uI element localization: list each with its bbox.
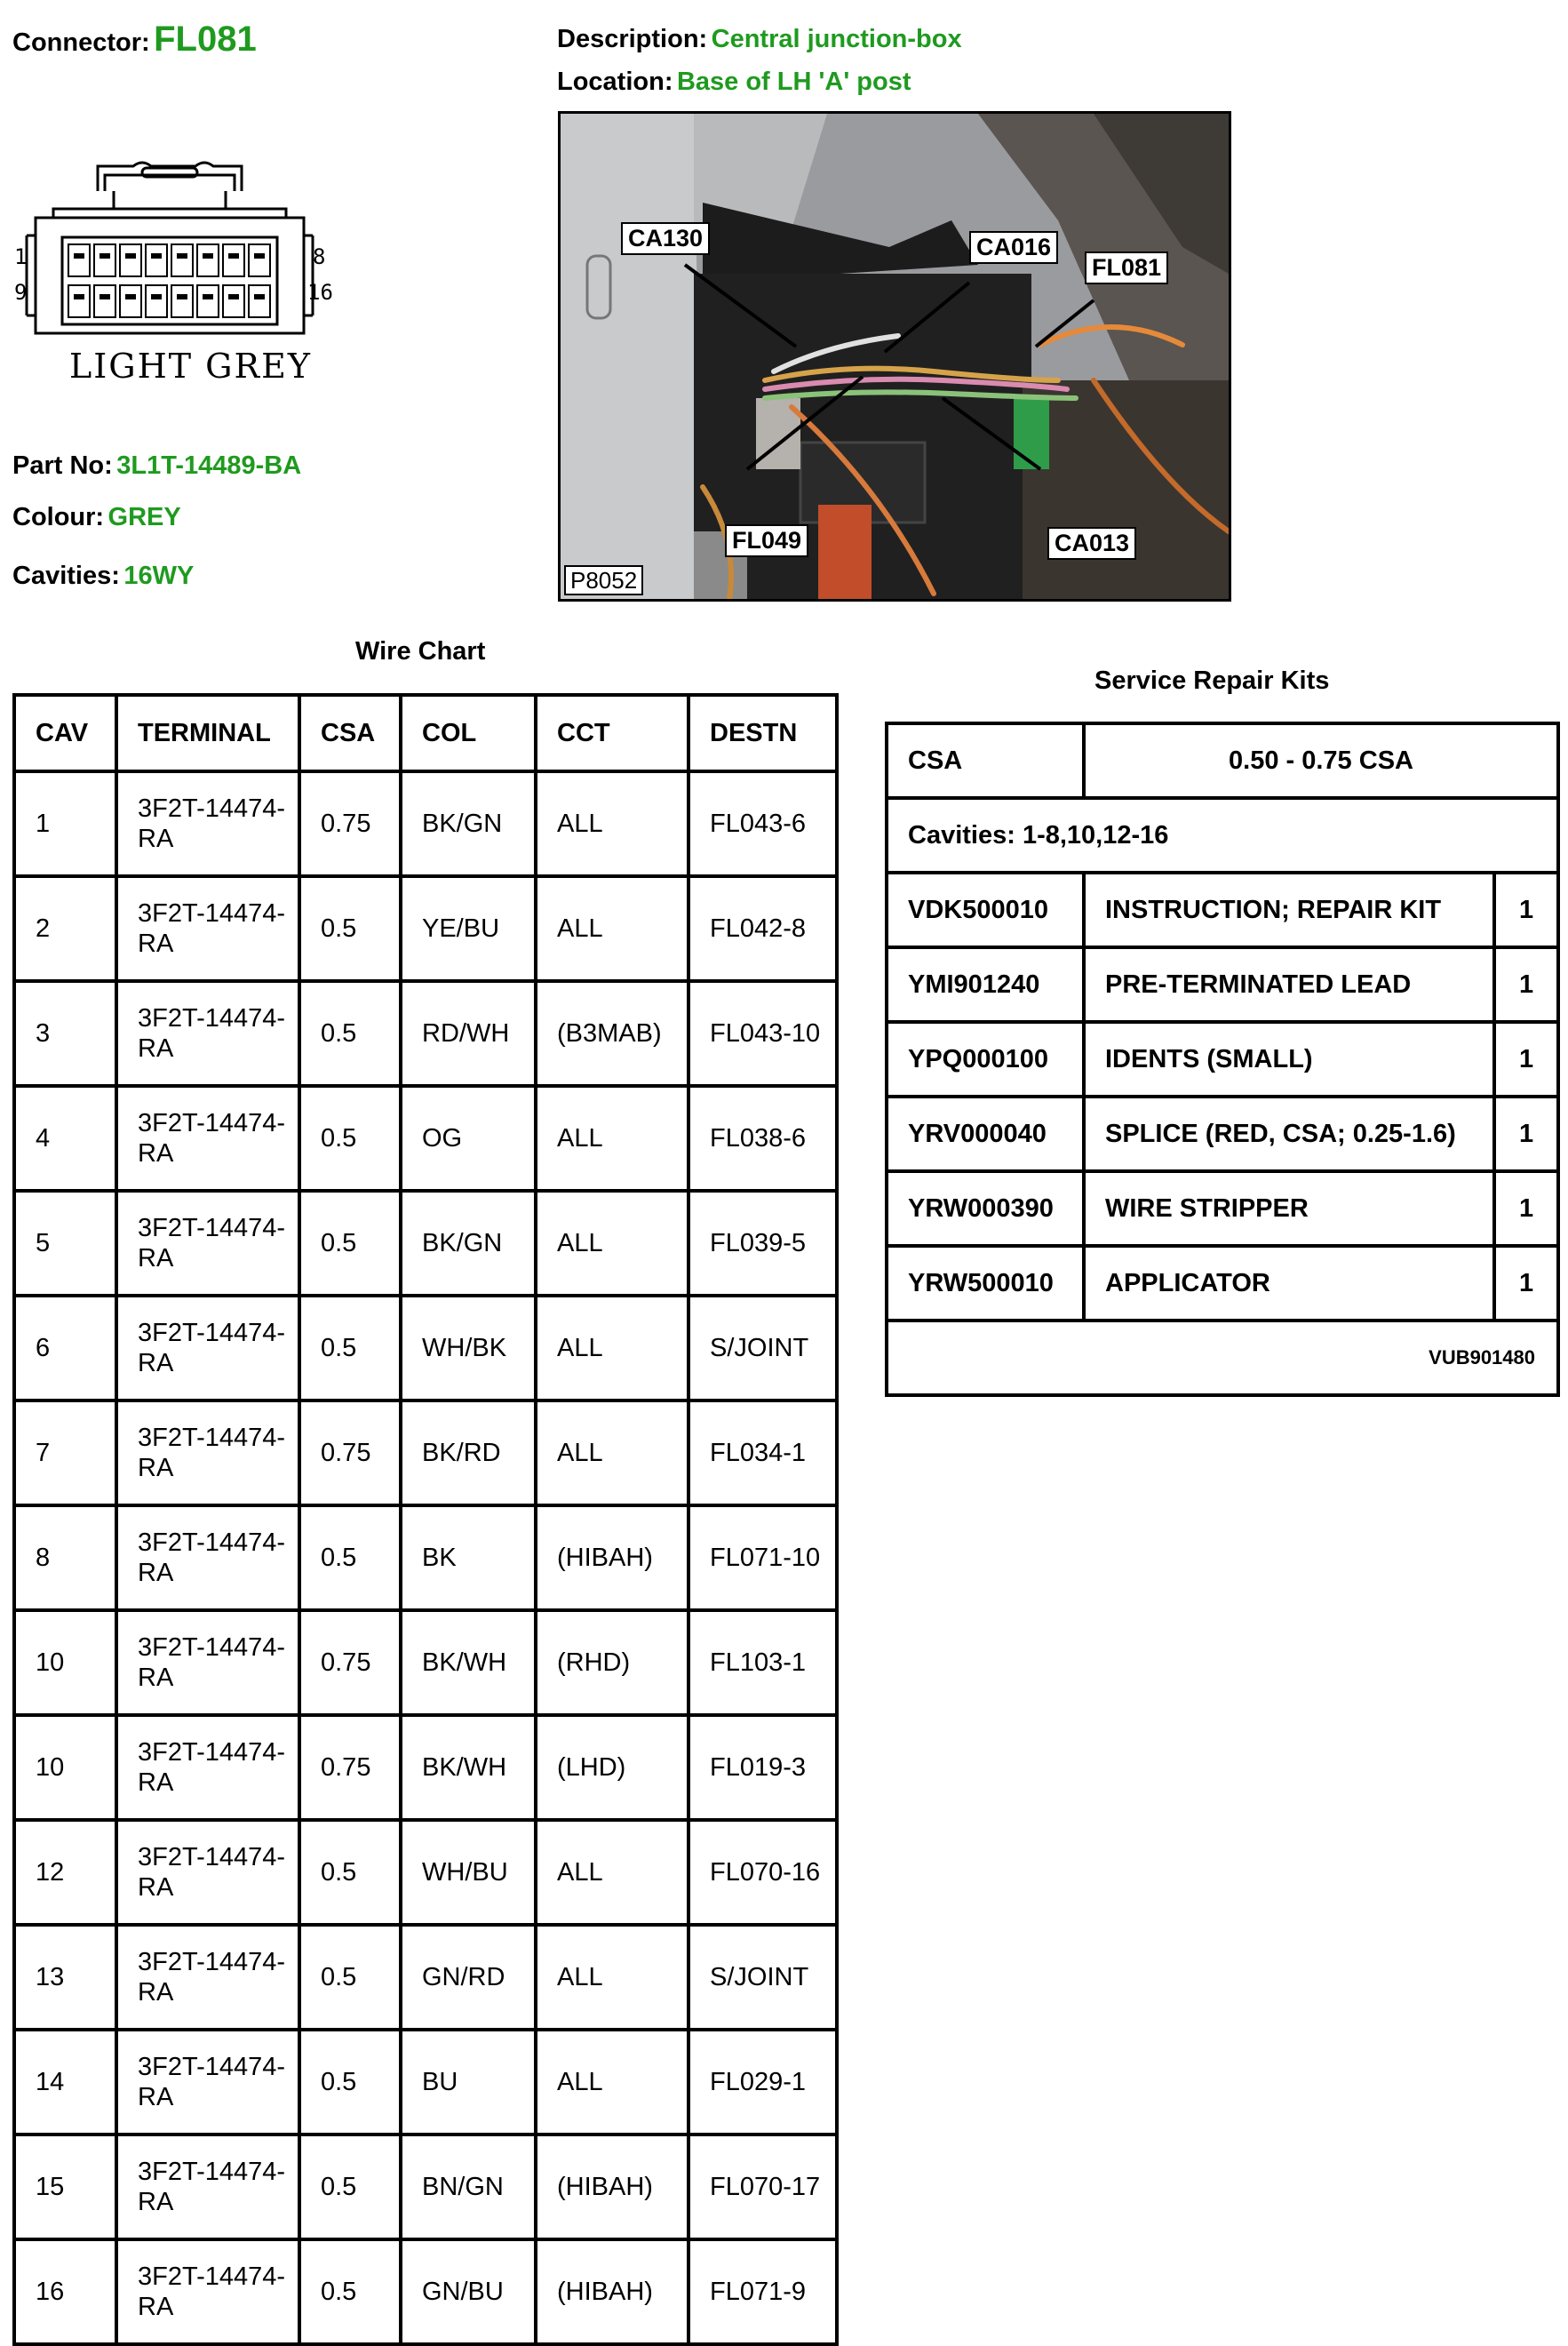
part-no-label: Part No: xyxy=(12,451,113,480)
cell-csa: 0.5 xyxy=(299,1505,401,1610)
cell-destn: FL043-10 xyxy=(688,981,837,1086)
cell-col: BU xyxy=(401,2030,536,2135)
cell-cct: (HIBAH) xyxy=(536,2239,688,2344)
kit-csa-row xyxy=(887,723,1558,798)
kit-description: INSTRUCTION; REPAIR KIT xyxy=(1084,873,1494,947)
cell-terminal: 3F2T-14474-RA xyxy=(116,1715,299,1820)
table-row xyxy=(14,981,837,1086)
callout-ca130: CA130 xyxy=(621,222,710,255)
table-row xyxy=(14,1505,837,1610)
cell-destn: FL038-6 xyxy=(688,1086,837,1191)
cell-terminal: 3F2T-14474-RA xyxy=(116,1505,299,1610)
cell-terminal: 3F2T-14474-RA xyxy=(116,1610,299,1715)
cell-terminal: 3F2T-14474-RA xyxy=(116,981,299,1086)
location-photo xyxy=(558,111,1231,602)
callout-ca013: CA013 xyxy=(1047,527,1136,560)
table-row xyxy=(14,2135,837,2239)
cell-csa: 0.5 xyxy=(299,876,401,981)
cell-cav: 3 xyxy=(14,981,116,1086)
cell-cav: 4 xyxy=(14,1086,116,1191)
cell-cav: 5 xyxy=(14,1191,116,1296)
column-header-destn: DESTN xyxy=(688,695,837,771)
cell-destn: FL029-1 xyxy=(688,2030,837,2135)
kit-item-row xyxy=(887,873,1558,947)
cell-csa: 0.5 xyxy=(299,1086,401,1191)
cell-destn: FL019-3 xyxy=(688,1715,837,1820)
cell-cct: ALL xyxy=(536,1296,688,1400)
cell-col: BK xyxy=(401,1505,536,1610)
pin-label-9: 9 xyxy=(14,280,28,305)
cell-cav: 6 xyxy=(14,1296,116,1400)
cell-csa: 0.5 xyxy=(299,2135,401,2239)
cell-cct: ALL xyxy=(536,1925,688,2030)
kit-description: APPLICATOR xyxy=(1084,1246,1494,1321)
kit-quantity: 1 xyxy=(1494,1022,1558,1097)
description-line xyxy=(557,25,962,54)
location-value: Base of LH 'A' post xyxy=(676,68,911,96)
cell-cav: 13 xyxy=(14,1925,116,2030)
wire-chart-title: Wire Chart xyxy=(355,637,486,666)
cell-destn: FL103-1 xyxy=(688,1610,837,1715)
kit-item-row xyxy=(887,1097,1558,1171)
cell-cav: 12 xyxy=(14,1820,116,1925)
cell-cct: (LHD) xyxy=(536,1715,688,1820)
kit-description: WIRE STRIPPER xyxy=(1084,1171,1494,1246)
kit-quantity: 1 xyxy=(1494,1097,1558,1171)
part-no-value: 3L1T-14489-BA xyxy=(116,451,302,480)
table-row xyxy=(14,1086,837,1191)
cell-cct: (HIBAH) xyxy=(536,2135,688,2239)
kit-quantity: 1 xyxy=(1494,1171,1558,1246)
connector-colour-caption: LIGHT GREY xyxy=(69,347,312,386)
cell-terminal: 3F2T-14474-RA xyxy=(116,1296,299,1400)
column-header-col: COL xyxy=(401,695,536,771)
column-header-terminal: TERMINAL xyxy=(116,695,299,771)
table-row xyxy=(14,1296,837,1400)
cell-destn: FL071-9 xyxy=(688,2239,837,2344)
cell-col: YE/BU xyxy=(401,876,536,981)
repair-kits-body xyxy=(887,723,1558,1395)
cell-cav: 10 xyxy=(14,1610,116,1715)
cell-destn: FL071-10 xyxy=(688,1505,837,1610)
cell-destn: FL042-8 xyxy=(688,876,837,981)
table-row xyxy=(14,1820,837,1925)
colour-label: Colour: xyxy=(12,503,105,531)
column-header-csa: CSA xyxy=(299,695,401,771)
kit-code: VDK500010 xyxy=(887,873,1084,947)
pin-label-8: 8 xyxy=(313,244,326,269)
colour-value: GREY xyxy=(107,503,181,531)
wire-chart-header-row xyxy=(14,695,837,771)
cavities-value: 16WY xyxy=(123,562,195,590)
kit-item-row xyxy=(887,1246,1558,1321)
table-row xyxy=(14,2239,837,2344)
wire-chart-body xyxy=(14,771,837,2344)
cell-cav: 8 xyxy=(14,1505,116,1610)
kit-code: YMI901240 xyxy=(887,947,1084,1022)
cell-cct: ALL xyxy=(536,1820,688,1925)
kit-quantity: 1 xyxy=(1494,873,1558,947)
cell-cav: 7 xyxy=(14,1400,116,1505)
cell-col: RD/WH xyxy=(401,981,536,1086)
cell-csa: 0.5 xyxy=(299,1820,401,1925)
table-row xyxy=(14,1925,837,2030)
cell-destn: FL070-16 xyxy=(688,1820,837,1925)
description-label: Description: xyxy=(557,25,708,53)
cavities-line xyxy=(12,562,194,591)
kit-footer-row xyxy=(887,1321,1558,1395)
repair-kits-title: Service Repair Kits xyxy=(1094,666,1330,695)
cell-col: BK/WH xyxy=(401,1610,536,1715)
table-row xyxy=(14,771,837,876)
table-row xyxy=(14,1610,837,1715)
connector-face-drawing xyxy=(9,156,338,395)
location-label: Location: xyxy=(557,68,673,96)
kit-cavities-row xyxy=(887,798,1558,873)
cell-terminal: 3F2T-14474-RA xyxy=(116,2030,299,2135)
cell-terminal: 3F2T-14474-RA xyxy=(116,1086,299,1191)
cell-cct: ALL xyxy=(536,2030,688,2135)
column-header-cav: CAV xyxy=(14,695,116,771)
cell-cct: ALL xyxy=(536,1400,688,1505)
kit-description: PRE-TERMINATED LEAD xyxy=(1084,947,1494,1022)
table-row xyxy=(14,2030,837,2135)
kit-code: YPQ000100 xyxy=(887,1022,1084,1097)
cell-destn: FL070-17 xyxy=(688,2135,837,2239)
cell-csa: 0.5 xyxy=(299,1191,401,1296)
cell-csa: 0.5 xyxy=(299,981,401,1086)
cell-destn: FL034-1 xyxy=(688,1400,837,1505)
cell-col: GN/BU xyxy=(401,2239,536,2344)
cell-csa: 0.75 xyxy=(299,771,401,876)
cell-terminal: 3F2T-14474-RA xyxy=(116,1820,299,1925)
cell-terminal: 3F2T-14474-RA xyxy=(116,876,299,981)
cell-csa: 0.75 xyxy=(299,1610,401,1715)
cell-cav: 15 xyxy=(14,2135,116,2239)
kit-description: IDENTS (SMALL) xyxy=(1084,1022,1494,1097)
cell-col: BK/GN xyxy=(401,1191,536,1296)
kit-code: YRV000040 xyxy=(887,1097,1084,1171)
cell-col: BK/RD xyxy=(401,1400,536,1505)
callout-ca016: CA016 xyxy=(969,231,1058,264)
part-number-line xyxy=(12,451,301,481)
kit-description: SPLICE (RED, CSA; 0.25-1.6) xyxy=(1084,1097,1494,1171)
cell-cct: ALL xyxy=(536,1086,688,1191)
kit-csa-value: 0.50 - 0.75 CSA xyxy=(1084,723,1558,798)
cell-col: BK/GN xyxy=(401,771,536,876)
cell-cct: (B3MAB) xyxy=(536,981,688,1086)
cell-terminal: 3F2T-14474-RA xyxy=(116,1400,299,1505)
kit-csa-label: CSA xyxy=(887,723,1084,798)
cell-cct: (HIBAH) xyxy=(536,1505,688,1610)
cell-csa: 0.5 xyxy=(299,1925,401,2030)
cell-cct: ALL xyxy=(536,1191,688,1296)
photo-code: P8052 xyxy=(564,565,643,595)
cell-cct: ALL xyxy=(536,771,688,876)
kit-quantity: 1 xyxy=(1494,1246,1558,1321)
cavities-label: Cavities: xyxy=(12,562,120,590)
cell-col: GN/RD xyxy=(401,1925,536,2030)
cell-cav: 2 xyxy=(14,876,116,981)
cell-csa: 0.5 xyxy=(299,1296,401,1400)
cell-terminal: 3F2T-14474-RA xyxy=(116,1191,299,1296)
table-row xyxy=(14,1400,837,1505)
kit-quantity: 1 xyxy=(1494,947,1558,1022)
wire-chart-table xyxy=(12,693,839,2346)
cell-col: BK/WH xyxy=(401,1715,536,1820)
cell-destn: FL039-5 xyxy=(688,1191,837,1296)
cell-cct: (RHD) xyxy=(536,1610,688,1715)
connector-heading xyxy=(12,20,257,60)
kit-code: YRW500010 xyxy=(887,1246,1084,1321)
callout-fl081: FL081 xyxy=(1085,251,1168,284)
cell-cav: 10 xyxy=(14,1715,116,1820)
colour-line xyxy=(12,503,181,532)
cell-csa: 0.5 xyxy=(299,2239,401,2344)
pin-label-16: 16 xyxy=(307,280,333,305)
cell-col: OG xyxy=(401,1086,536,1191)
cell-col: WH/BK xyxy=(401,1296,536,1400)
cell-cct: ALL xyxy=(536,876,688,981)
cell-col: WH/BU xyxy=(401,1820,536,1925)
cell-csa: 0.75 xyxy=(299,1715,401,1820)
table-row xyxy=(14,1715,837,1820)
kit-cavities-text: Cavities: 1-8,10,12-16 xyxy=(887,798,1558,873)
cell-terminal: 3F2T-14474-RA xyxy=(116,771,299,876)
kit-item-row xyxy=(887,947,1558,1022)
cell-destn: FL043-6 xyxy=(688,771,837,876)
cell-csa: 0.75 xyxy=(299,1400,401,1505)
location-line xyxy=(557,68,911,97)
cell-col: BN/GN xyxy=(401,2135,536,2239)
repair-kits-table xyxy=(885,722,1560,1397)
cell-terminal: 3F2T-14474-RA xyxy=(116,1925,299,2030)
cell-cav: 14 xyxy=(14,2030,116,2135)
cell-destn: S/JOINT xyxy=(688,1296,837,1400)
connector-label: Connector: xyxy=(12,28,150,57)
callout-fl049: FL049 xyxy=(725,524,808,557)
cell-terminal: 3F2T-14474-RA xyxy=(116,2239,299,2344)
cell-cav: 16 xyxy=(14,2239,116,2344)
table-row xyxy=(14,876,837,981)
cell-destn: S/JOINT xyxy=(688,1925,837,2030)
connector-id: FL081 xyxy=(154,20,257,59)
table-row xyxy=(14,1191,837,1296)
kit-item-row xyxy=(887,1171,1558,1246)
kit-footer-code: VUB901480 xyxy=(887,1321,1558,1395)
cell-csa: 0.5 xyxy=(299,2030,401,2135)
kit-code: YRW000390 xyxy=(887,1171,1084,1246)
description-value: Central junction-box xyxy=(711,25,962,53)
pin-label-1: 1 xyxy=(14,244,28,269)
column-header-cct: CCT xyxy=(536,695,688,771)
cell-terminal: 3F2T-14474-RA xyxy=(116,2135,299,2239)
kit-item-row xyxy=(887,1022,1558,1097)
cell-cav: 1 xyxy=(14,771,116,876)
